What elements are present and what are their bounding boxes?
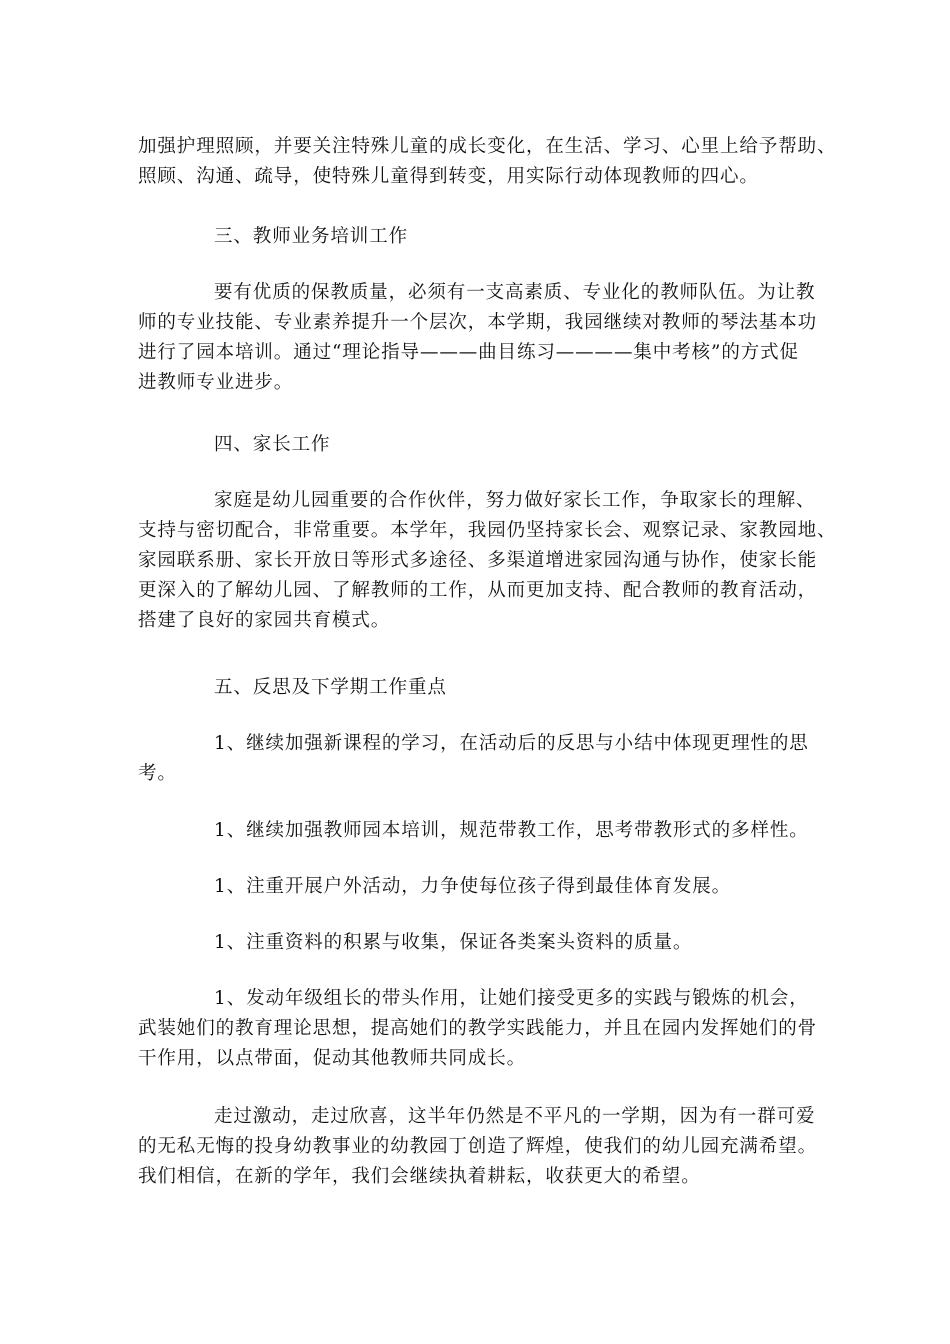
text-line: 1、注重资料的积累与收集，保证各类案头资料的质量。 (214, 932, 693, 953)
text-line: 家庭是幼儿园重要的合作伙伴，努力做好家长工作，争取家长的理解、 (214, 490, 816, 511)
text-line: 师的专业技能、专业素养提升一个层次，本学期，我园继续对教师的琴法基本功 (138, 312, 818, 333)
section-heading-teacher-training (138, 222, 818, 252)
text-line: 五、反思及下学期工作重点 (214, 677, 447, 698)
text-line: 进教师专业进步。 (138, 372, 294, 393)
text-line: 1、注重开展户外活动，力争使每位孩子得到最佳体育发展。 (214, 876, 732, 897)
text-line: 支持与密切配合，非常重要。本学年，我园仍坚持家长会、观察记录、家教园地、 (138, 520, 837, 541)
text-line: 更深入的了解幼儿园、了解教师的工作，从而更加支持、配合教师的教育活动， (138, 580, 818, 601)
text-line: 武装她们的教育理论思想，提高她们的教学实践能力，并且在园内发挥她们的骨 (138, 1018, 818, 1039)
list-item-school-training (138, 816, 818, 846)
text-line: 四、家长工作 (214, 434, 331, 455)
paragraph-parent-work (138, 486, 837, 636)
paragraph-special-children-care (138, 132, 837, 192)
text-line: 走过激动，走过欣喜，这半年仍然是不平凡的一学期，因为有一群可爱 (214, 1106, 816, 1127)
section-heading-parent-work (138, 430, 818, 460)
list-item-materials (138, 928, 818, 958)
text-line: 照顾、沟通、疏导，使特殊儿童得到转变，用实际行动体现教师的四心。 (138, 166, 759, 187)
text-line: 加强护理照顾，并要关注特殊儿童的成长变化，在生活、学习、心里上给予帮助、 (138, 136, 837, 157)
text-line: 1、继续加强新课程的学习，在活动后的反思与小结中体现更理性的思 (214, 733, 809, 754)
text-line: 1、发动年级组长的带头作用，让她们接受更多的实践与锻炼的机会， (214, 988, 809, 1009)
text-line: 1、继续加强教师园本培训，规范带教工作，思考带教形式的多样性。 (214, 820, 809, 841)
text-line: 三、教师业务培训工作 (214, 226, 409, 247)
text-line: 家园联系册、家长开放日等形式多途径、多渠道增进家园沟通与协作，使家长能 (138, 550, 818, 571)
text-line: 要有优质的保教质量，必须有一支高素质、专业化的教师队伍。为让教 (214, 282, 816, 303)
text-line: 进行了园本培训。通过“理论指导———曲目练习————集中考核”的方式促 (138, 342, 799, 363)
text-line: 搭建了良好的家园共育模式。 (138, 610, 391, 631)
text-line: 我们相信，在新的学年，我们会继续执着耕耘，收获更大的希望。 (138, 1166, 701, 1187)
list-item-grade-leaders (138, 984, 818, 1074)
text-line: 干作用，以点带面，促动其他教师共同成长。 (138, 1048, 527, 1069)
text-line: 考。 (138, 763, 177, 784)
text-line: 的无私无悔的投身幼教事业的幼教园丁创造了辉煌，使我们的幼儿园充满希望。 (138, 1136, 818, 1157)
paragraph-conclusion (138, 1102, 818, 1192)
list-item-outdoor-activities (138, 872, 818, 902)
section-heading-reflection (138, 673, 818, 703)
paragraph-teacher-training (138, 278, 818, 398)
list-item-new-curriculum (138, 729, 818, 789)
